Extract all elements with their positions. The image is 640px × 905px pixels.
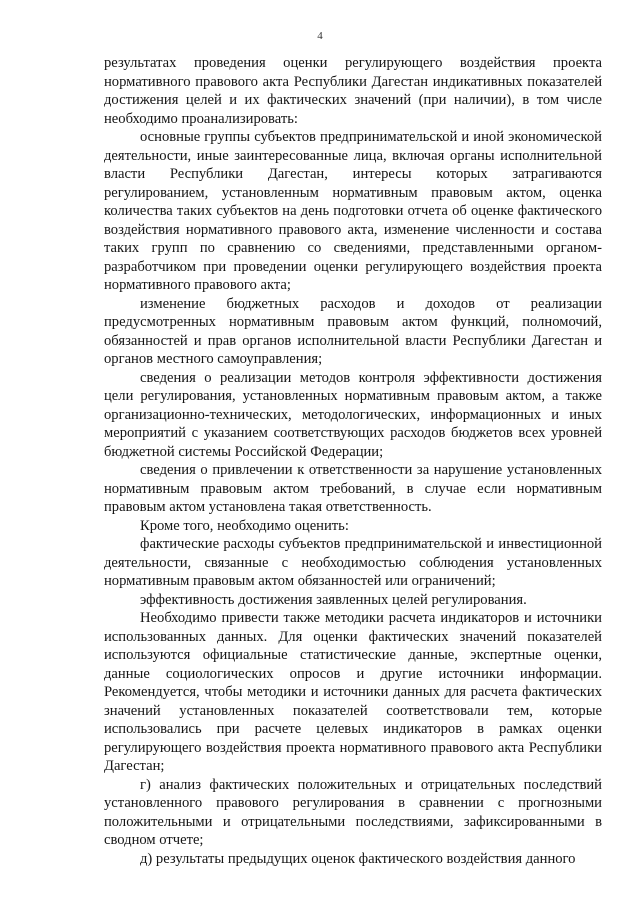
paragraph-budget-changes: изменение бюджетных расходов и доходов от реализации предусмотренных нормативным правовым актом функций, полномочий, обязанностей и прав органов исполнительной власти Республики Дагестан и органов местного самоуправления; bbox=[104, 295, 602, 367]
paragraph-also-evaluate: Кроме того, необходимо оценить: bbox=[140, 517, 349, 534]
paragraph-item-g: г) анализ фактических положительных и отрицательных последствий установленного правового регулирования в сравнении с прогнозными положительными и отрицательными последствиями, зафиксированными в сводном отчете; bbox=[104, 776, 602, 848]
paragraph-goal-efficiency: эффективность достижения заявленных целей регулирования. bbox=[140, 591, 527, 608]
paragraph-methodology: Необходимо привести также методики расчета индикаторов и источники использованных данных. Для оценки фактических значений показателей используются официальные статистические данные, экспертные оценки, данные социологических опросов и другие источники информации. Рекомендуется, чтобы методики и источники данных для расчета фактических значений установленных показателей соответствовали тем, которые использовались при расчете целевых индикаторов в рамках оценки регулирующего воздействия проекта нормативного правового акта Республики Дагестан; bbox=[104, 610, 602, 774]
paragraph-actual-costs: фактические расходы субъектов предпринимательской и инвестиционной деятельности, связанные с необходимостью соблюдения установленных нормативным правовым актом обязанностей или ограничений; bbox=[104, 536, 602, 589]
page-number: 4 bbox=[317, 30, 323, 42]
paragraph-intro-continuation: результатах проведения оценки регулирующего воздействия проекта нормативного правового акта Республики Дагестан индикативных показателей достижения целей и их фактических значений (при наличии), в том числе необходимо проанализировать: bbox=[104, 55, 602, 127]
paragraph-liability: сведения о привлечении к ответственности за нарушение установленных нормативным правовым актом требований, в случае если нормативным правовым актом установлена такая ответственность. bbox=[104, 462, 602, 515]
document-body bbox=[104, 54, 602, 868]
paragraph-subject-groups: основные группы субъектов предпринимательской и иной экономической деятельности, иные заинтересованные лица, включая органы исполнительной власти Республики Дагестан, интересы которых затрагиваются регулированием, установленным нормативным правовым актом, оценка количества таких субъектов на день подготовки отчета об оценке фактического воздействия нормативного правового акта, изменение численности и состава таких групп по сравнению со сведениями, представленными органом-разработчиком при проведении оценки регулирующего воздействия проекта нормативного правового акта; bbox=[104, 129, 602, 293]
paragraph-item-d: д) результаты предыдущих оценок фактического воздействия данного bbox=[140, 850, 576, 867]
paragraph-control-methods: сведения о реализации методов контроля эффективности достижения цели регулирования, установленных нормативным правовым актом, а также организационно-технических, методологических, информационных и иных мероприятий с указанием соответствующих расходов бюджетов всех уровней бюджетной системы Российской Федерации; bbox=[104, 369, 602, 460]
